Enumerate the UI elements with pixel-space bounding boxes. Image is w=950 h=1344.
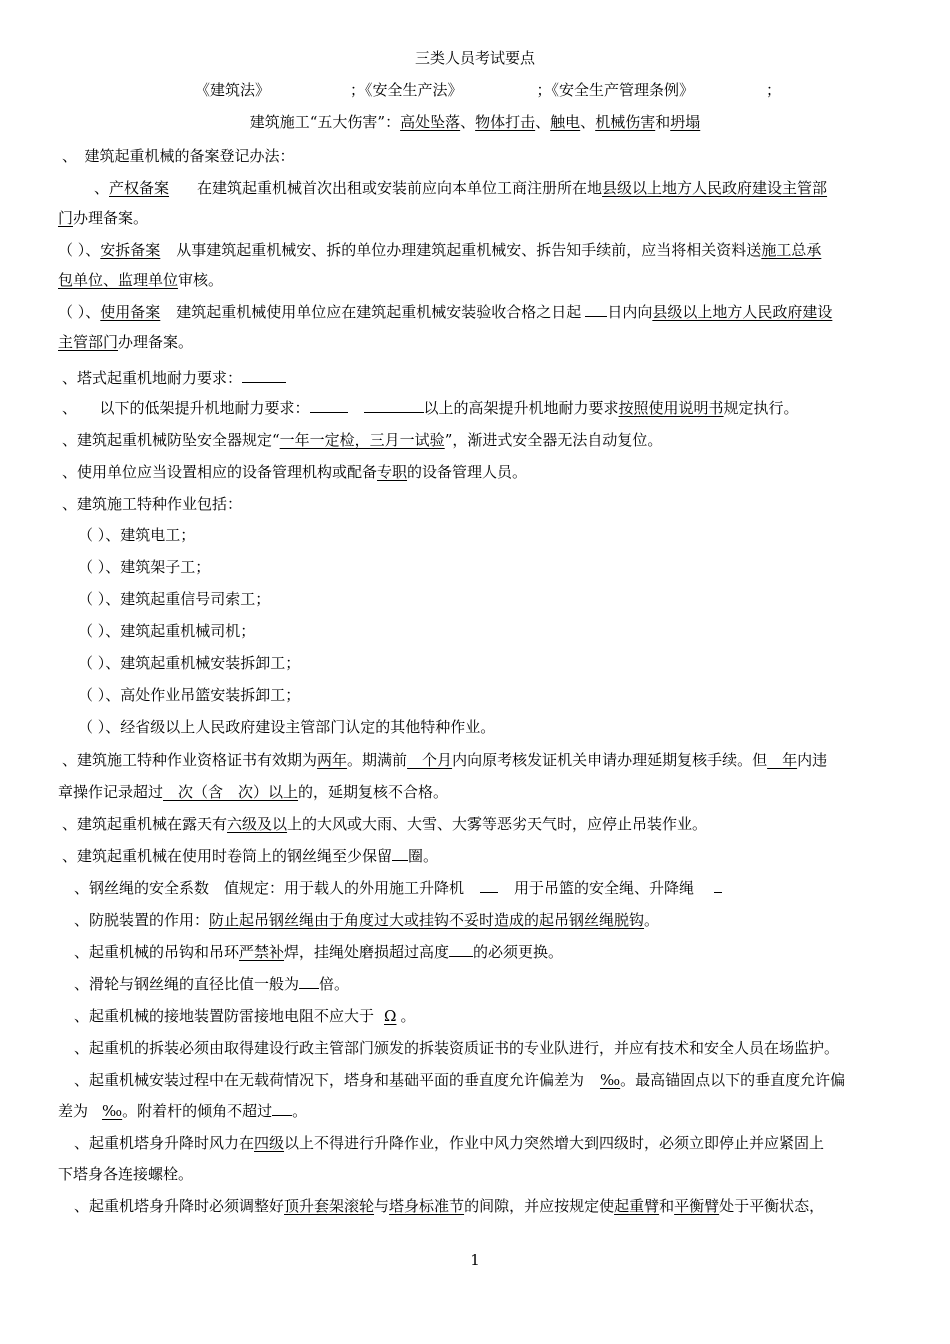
item-12: 、起重机械的吊钩和吊环严禁补焊，挂绳处磨损超过高度 的必须更换。 [74, 943, 564, 961]
para-install-filing-cont: 包单位、监理单位审核。 [58, 271, 224, 289]
term-chanquan: 产权备案 [109, 179, 170, 197]
item-2: 、塔式起重机地耐力要求： [62, 368, 286, 388]
item-7: 、建筑施工特种作业资格证书有效期为两年。期满前 个月内向原考核发证机关申请办理延期复核手续。但 年内违 [62, 751, 828, 769]
term-shiyong: 使用备案 [100, 303, 161, 321]
law-end: ； [766, 81, 782, 99]
item-9: 、建筑起重机械在使用时卷筒上的钢丝绳至少保留 圈。 [62, 847, 439, 865]
para-use-filing: （ ）、使用备案 建筑起重机械使用单位应在建筑起重机械安装验收合格之日起 日内向县级以上地方人民政府建设 [58, 303, 833, 321]
item-14: 、起重机械的接地装置防雷接地电阻不应大于 Ω 。 [74, 1007, 416, 1025]
law-jianzhufa: 《建筑法》 [195, 81, 271, 99]
law-anquanshengchanfa: ；《安全生产法》 [350, 81, 463, 99]
harm-item: 机械伤害 [595, 113, 656, 131]
page-number: 1 [470, 1251, 480, 1269]
item-11: 、防脱装置的作用：防止起吊钢丝绳由于角度过大或挂钩不妥时造成的起吊钢丝绳脱钩。 [74, 911, 660, 929]
list-item: （ ）、高处作业吊篮安装拆卸工； [78, 686, 301, 704]
list-item: （ ）、建筑起重机械司机； [78, 622, 256, 640]
item-16-cont: 差为 ‰。附着杆的倾角不超过 。 [58, 1102, 308, 1120]
term-anchai: 安拆备案 [100, 241, 161, 259]
list-item: （ ）、经省级以上人民政府建设主管部门认定的其他特种作业。 [78, 718, 496, 736]
list-item: （ ）、建筑起重机械安装拆卸工； [78, 654, 301, 672]
para-install-filing: （ ）、安拆备案 从事建筑起重机械安、拆的单位办理建筑起重机械安、拆告知手续前，应当将相关资料送施工总承 [58, 241, 822, 259]
item-7-cont: 章操作记录超过 次（含 次）以上的，延期复核不合格。 [58, 783, 449, 801]
harm-item: 高处坠落 [400, 113, 461, 131]
list-item: （ ）、建筑架子工； [78, 558, 211, 576]
item-17-cont: 下塔身各连接螺栓。 [58, 1165, 194, 1183]
item-5: 、使用单位应当设置相应的设备管理机构或配备专职的设备管理人员。 [62, 463, 528, 481]
harm-item: 物体打击 [475, 113, 536, 131]
item-15: 、起重机的拆装必须由取得建设行政主管部门颁发的拆装资质证书的专业队进行，并应有技术和安全人员在场监护。 [74, 1039, 840, 1057]
list-item: （ ）、建筑电工； [78, 526, 196, 544]
item-17: 、起重机塔身升降时风力在四级以上不得进行升降作业，作业中风力突然增大到四级时，必须立即停止并应紧固上 [74, 1134, 825, 1152]
list-item: （ ）、建筑起重信号司索工； [78, 590, 271, 608]
law-list [195, 80, 781, 100]
item-4: 、建筑起重机械防坠安全器规定“一年一定检，三月一试验”，渐进式安全器无法自动复位。 [62, 431, 663, 449]
para-use-filing-cont: 主管部门办理备案。 [58, 333, 194, 351]
item-8: 、建筑起重机械在露天有六级及以上的大风或大雨、大雪、大雾等恶劣天气时，应停止吊装作业。 [62, 815, 708, 833]
item-13: 、滑轮与钢丝绳的直径比值一般为 倍。 [74, 975, 350, 993]
harm-item: 坍塌 [670, 113, 701, 131]
law-tiaoli: ；《安全生产管理条例》 [536, 81, 695, 99]
harm-item: 触电 [550, 113, 581, 131]
item-6: 、建筑施工特种作业包括： [62, 495, 243, 513]
para-property-filing-cont: 门办理备案。 [58, 209, 149, 227]
doc-title: 三类人员考试要点 [414, 49, 535, 67]
item-18: 、起重机塔身升降时必须调整好顶升套架滚轮与塔身标准节的间隙，并应按规定使起重臂和平衡臂处于平衡状态， [74, 1197, 825, 1215]
item-16: 、起重机械安装过程中在无载荷情况下，塔身和基础平面的垂直度允许偏差为 ‰。最高锚固点以下的垂直度允许偏 [74, 1071, 846, 1089]
item-10: 、钢丝绳的安全系数 值规定：用于载人的外用施工升降机 用于吊篮的安全绳、升降绳 [74, 878, 722, 898]
item-3: 、 以下的低架提升机地耐力要求： 以上的高架提升机地耐力要求按照使用说明书规定执行。 [62, 399, 799, 417]
item-1-heading: 、 建筑起重机械的备案登记办法： [62, 147, 295, 165]
para-property-filing: 、产权备案 在建筑起重机械首次出租或安装前应向本单位工商注册所在地县级以上地方人民政府建设主管部 [94, 179, 828, 197]
five-harms-line: 建筑施工“五大伤害”：高处坠落、物体打击、触电、机械伤害和坍塌 [249, 113, 701, 131]
